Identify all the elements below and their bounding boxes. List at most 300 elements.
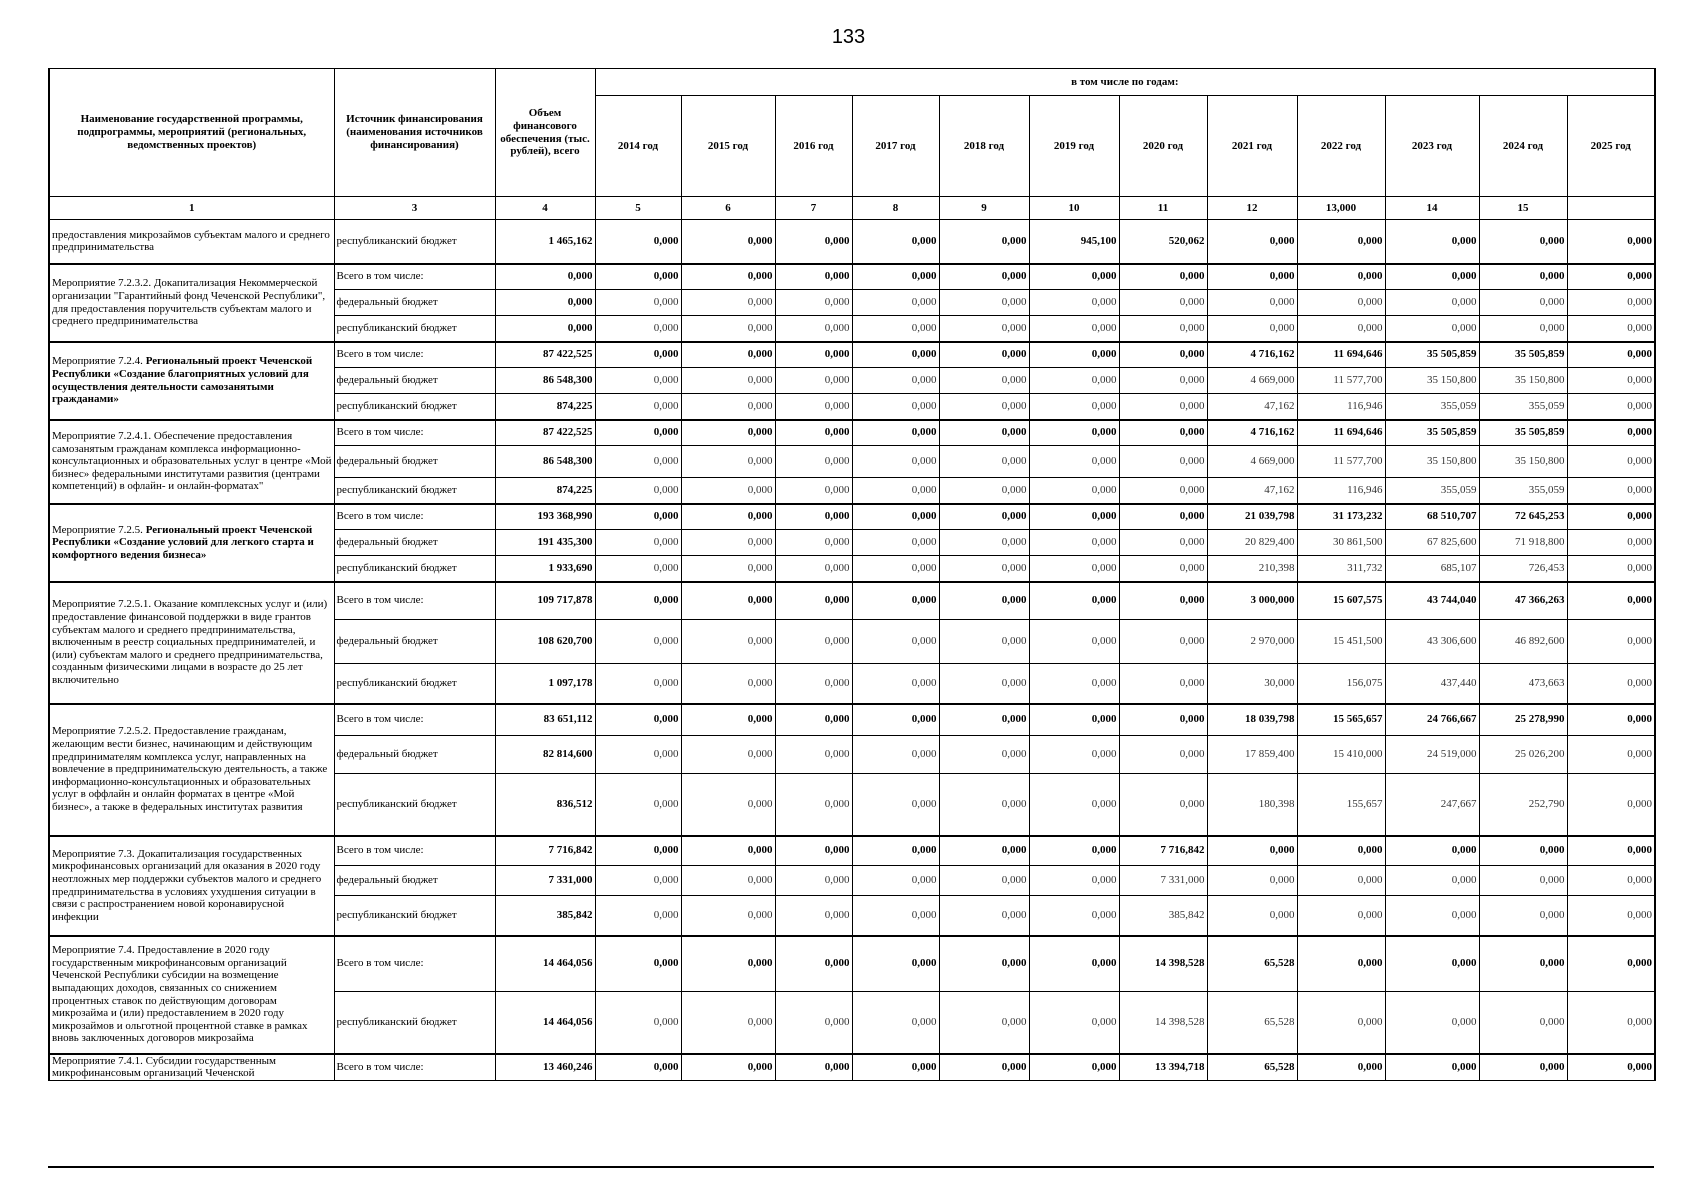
table-row	[49, 582, 1655, 620]
year-amount: 0,000	[939, 774, 1029, 836]
table-row	[49, 836, 1655, 866]
year-amount: 14 398,528	[1119, 992, 1207, 1054]
year-amount: 0,000	[1567, 290, 1655, 316]
year-amount: 0,000	[939, 264, 1029, 290]
year-amount: 0,000	[1029, 394, 1119, 420]
year-amount: 0,000	[1119, 316, 1207, 342]
year-amount: 24 519,000	[1385, 736, 1479, 774]
year-amount: 0,000	[852, 394, 939, 420]
year-amount: 0,000	[1479, 896, 1567, 936]
year-amount: 0,000	[595, 530, 681, 556]
year-amount: 0,000	[1567, 342, 1655, 368]
year-amount: 0,000	[1479, 290, 1567, 316]
year-amount: 0,000	[1567, 664, 1655, 704]
column-number: 14	[1385, 197, 1479, 220]
year-amount: 0,000	[1385, 290, 1479, 316]
header-year: 2021 год	[1207, 96, 1297, 197]
year-amount: 13 394,718	[1119, 1054, 1207, 1081]
year-amount: 0,000	[1567, 446, 1655, 478]
year-amount: 0,000	[1207, 290, 1297, 316]
year-amount: 247,667	[1385, 774, 1479, 836]
year-amount: 0,000	[775, 1054, 852, 1081]
table-row	[49, 936, 1655, 992]
funding-source: Всего в том числе:	[334, 1054, 495, 1081]
year-amount: 65,528	[1207, 936, 1297, 992]
funding-source: федеральный бюджет	[334, 866, 495, 896]
table-bottom-border	[48, 1166, 1654, 1168]
year-amount: 0,000	[939, 704, 1029, 736]
year-amount: 0,000	[852, 530, 939, 556]
year-amount: 0,000	[775, 620, 852, 664]
total-volume: 0,000	[495, 316, 595, 342]
year-amount: 0,000	[1029, 290, 1119, 316]
year-amount: 0,000	[595, 420, 681, 446]
year-amount: 0,000	[1385, 1054, 1479, 1081]
year-amount: 11 577,700	[1297, 446, 1385, 478]
year-amount: 0,000	[1385, 220, 1479, 264]
year-amount: 47,162	[1207, 478, 1297, 504]
funding-source: республиканский бюджет	[334, 896, 495, 936]
total-volume: 193 368,990	[495, 504, 595, 530]
table-body	[49, 220, 1655, 1081]
year-amount: 0,000	[852, 774, 939, 836]
year-amount: 0,000	[939, 394, 1029, 420]
year-amount: 0,000	[775, 774, 852, 836]
total-volume: 86 548,300	[495, 368, 595, 394]
year-amount: 0,000	[1029, 264, 1119, 290]
funding-source: республиканский бюджет	[334, 556, 495, 582]
year-amount: 0,000	[852, 368, 939, 394]
activity-name-text: предоставления микрозаймов субъектам малого и среднего предпринимательства	[52, 228, 330, 254]
column-number: 9	[939, 197, 1029, 220]
column-number: 15	[1479, 197, 1567, 220]
year-amount: 65,528	[1207, 992, 1297, 1054]
year-amount: 0,000	[1119, 478, 1207, 504]
column-number: 1	[49, 197, 334, 220]
year-amount: 0,000	[1297, 866, 1385, 896]
year-amount: 0,000	[1207, 836, 1297, 866]
year-amount: 0,000	[852, 992, 939, 1054]
funding-source: Всего в том числе:	[334, 264, 495, 290]
year-amount: 0,000	[1297, 1054, 1385, 1081]
year-amount: 0,000	[1029, 896, 1119, 936]
year-amount: 31 173,232	[1297, 504, 1385, 530]
activity-name	[49, 582, 334, 704]
year-amount: 116,946	[1297, 478, 1385, 504]
year-amount: 0,000	[775, 736, 852, 774]
year-amount: 68 510,707	[1385, 504, 1479, 530]
year-amount: 473,663	[1479, 664, 1567, 704]
year-amount: 0,000	[775, 530, 852, 556]
funding-source: республиканский бюджет	[334, 316, 495, 342]
year-amount: 0,000	[595, 620, 681, 664]
year-amount: 15 451,500	[1297, 620, 1385, 664]
year-amount: 0,000	[1029, 556, 1119, 582]
year-amount: 0,000	[1119, 394, 1207, 420]
year-amount: 0,000	[1567, 896, 1655, 936]
total-volume: 7 716,842	[495, 836, 595, 866]
header-year: 2014 год	[595, 96, 681, 197]
total-volume: 1 097,178	[495, 664, 595, 704]
year-amount: 0,000	[681, 264, 775, 290]
year-amount: 0,000	[1119, 264, 1207, 290]
total-volume: 83 651,112	[495, 704, 595, 736]
year-amount: 30 861,500	[1297, 530, 1385, 556]
year-amount: 0,000	[1119, 704, 1207, 736]
year-amount: 180,398	[1207, 774, 1297, 836]
page-number: 133	[831, 26, 866, 48]
header-year: 2018 год	[939, 96, 1029, 197]
total-volume: 874,225	[495, 394, 595, 420]
year-amount: 0,000	[681, 530, 775, 556]
year-amount: 0,000	[1385, 896, 1479, 936]
year-amount: 0,000	[1119, 556, 1207, 582]
year-amount: 0,000	[595, 992, 681, 1054]
budget-table	[48, 68, 1656, 1081]
year-amount: 47,162	[1207, 394, 1297, 420]
year-amount: 0,000	[939, 368, 1029, 394]
year-amount: 0,000	[595, 1054, 681, 1081]
year-amount: 0,000	[595, 736, 681, 774]
total-volume: 14 464,056	[495, 992, 595, 1054]
activity-name	[49, 342, 334, 420]
year-amount: 0,000	[595, 368, 681, 394]
year-amount: 14 398,528	[1119, 936, 1207, 992]
year-amount: 0,000	[1385, 316, 1479, 342]
year-amount: 0,000	[1567, 1054, 1655, 1081]
year-amount: 0,000	[595, 556, 681, 582]
year-amount: 0,000	[1297, 992, 1385, 1054]
funding-source: Всего в том числе:	[334, 704, 495, 736]
year-amount: 0,000	[1479, 220, 1567, 264]
year-amount: 35 505,859	[1385, 420, 1479, 446]
table-row	[49, 264, 1655, 290]
year-amount: 311,732	[1297, 556, 1385, 582]
funding-source: Всего в том числе:	[334, 936, 495, 992]
year-amount: 2 970,000	[1207, 620, 1297, 664]
year-amount: 0,000	[939, 736, 1029, 774]
year-amount: 0,000	[1567, 394, 1655, 420]
year-amount: 0,000	[595, 936, 681, 992]
activity-name-text: Мероприятие 7.3. Докапитализация государственных микрофинансовых организаций для оказания в 2020 году неотложных мер поддержки субъектов малого и среднего предпринимательства в условиях ухудшения ситуации в связи с распространением новой коронавирусной инфекции	[52, 847, 322, 923]
year-amount: 43 744,040	[1385, 582, 1479, 620]
year-amount: 0,000	[775, 342, 852, 368]
year-amount: 0,000	[1567, 316, 1655, 342]
year-amount: 0,000	[681, 420, 775, 446]
year-amount: 35 150,800	[1385, 446, 1479, 478]
total-volume: 191 435,300	[495, 530, 595, 556]
year-amount: 0,000	[775, 368, 852, 394]
header-source-column: Источник финансирования (наименования источников финансирования)	[334, 69, 495, 197]
year-amount: 0,000	[1029, 582, 1119, 620]
year-amount: 0,000	[681, 866, 775, 896]
year-amount: 0,000	[852, 866, 939, 896]
activity-name-text: Мероприятие 7.2.3.2. Докапитализация Некоммерческой организации "Гарантийный фонд Чеченской Республики", для предоставления поручительств субъектам малого и среднего предпринимательства	[52, 277, 326, 328]
year-amount: 0,000	[681, 556, 775, 582]
year-amount: 0,000	[1029, 368, 1119, 394]
year-amount: 0,000	[1119, 736, 1207, 774]
table-row	[49, 220, 1655, 264]
year-amount: 0,000	[939, 664, 1029, 704]
year-amount: 0,000	[1567, 866, 1655, 896]
year-amount: 0,000	[1207, 220, 1297, 264]
funding-source: Всего в том числе:	[334, 582, 495, 620]
total-volume: 86 548,300	[495, 446, 595, 478]
year-amount: 0,000	[1297, 316, 1385, 342]
year-amount: 0,000	[852, 290, 939, 316]
year-amount: 0,000	[939, 896, 1029, 936]
year-amount: 0,000	[1029, 992, 1119, 1054]
table-row	[49, 504, 1655, 530]
year-amount: 35 505,859	[1479, 342, 1567, 368]
year-amount: 35 150,800	[1479, 368, 1567, 394]
year-amount: 0,000	[681, 220, 775, 264]
year-amount: 0,000	[681, 582, 775, 620]
year-amount: 15 565,657	[1297, 704, 1385, 736]
year-amount: 0,000	[1119, 664, 1207, 704]
total-volume: 874,225	[495, 478, 595, 504]
year-amount: 72 645,253	[1479, 504, 1567, 530]
year-amount: 0,000	[1029, 774, 1119, 836]
year-amount: 0,000	[939, 1054, 1029, 1081]
activity-name-text: Мероприятие 7.2.4.	[52, 355, 146, 368]
total-volume: 0,000	[495, 290, 595, 316]
funding-source: Всего в том числе:	[334, 504, 495, 530]
year-amount: 35 505,859	[1385, 342, 1479, 368]
year-amount: 0,000	[939, 290, 1029, 316]
year-amount: 0,000	[1029, 936, 1119, 992]
year-amount: 0,000	[1297, 220, 1385, 264]
year-amount: 0,000	[1119, 504, 1207, 530]
activity-name	[49, 220, 334, 264]
year-amount: 0,000	[775, 504, 852, 530]
total-volume: 13 460,246	[495, 1054, 595, 1081]
year-amount: 0,000	[1029, 664, 1119, 704]
year-amount: 0,000	[1029, 866, 1119, 896]
year-amount: 210,398	[1207, 556, 1297, 582]
year-amount: 35 150,800	[1385, 368, 1479, 394]
year-amount: 0,000	[852, 220, 939, 264]
year-amount: 30,000	[1207, 664, 1297, 704]
year-amount: 0,000	[775, 664, 852, 704]
year-amount: 0,000	[1567, 582, 1655, 620]
activity-name	[49, 704, 334, 836]
year-amount: 0,000	[1385, 264, 1479, 290]
table-row	[49, 342, 1655, 368]
year-amount: 0,000	[939, 620, 1029, 664]
year-amount: 0,000	[681, 774, 775, 836]
year-amount: 0,000	[681, 290, 775, 316]
year-amount: 0,000	[939, 478, 1029, 504]
total-volume: 82 814,600	[495, 736, 595, 774]
column-number: 12	[1207, 197, 1297, 220]
year-amount: 355,059	[1385, 478, 1479, 504]
table-row	[49, 704, 1655, 736]
year-amount: 0,000	[852, 1054, 939, 1081]
year-amount: 0,000	[852, 446, 939, 478]
column-number: 13,000	[1297, 197, 1385, 220]
year-amount: 0,000	[775, 316, 852, 342]
year-amount: 0,000	[1029, 420, 1119, 446]
year-amount: 0,000	[1029, 316, 1119, 342]
year-amount: 0,000	[681, 446, 775, 478]
year-amount: 0,000	[939, 866, 1029, 896]
year-amount: 0,000	[681, 992, 775, 1054]
activity-name-bold-text: Региональный проект Чеченской Республики «Создание благоприятных условий для осуществления деятельности самозанятыми гражданами»	[52, 355, 313, 406]
year-amount: 43 306,600	[1385, 620, 1479, 664]
year-amount: 0,000	[595, 478, 681, 504]
year-amount: 71 918,800	[1479, 530, 1567, 556]
funding-source: федеральный бюджет	[334, 736, 495, 774]
funding-source: федеральный бюджет	[334, 368, 495, 394]
year-amount: 0,000	[1567, 620, 1655, 664]
year-amount: 0,000	[595, 896, 681, 936]
year-amount: 0,000	[939, 420, 1029, 446]
total-volume: 0,000	[495, 264, 595, 290]
activity-name	[49, 504, 334, 582]
year-amount: 0,000	[852, 264, 939, 290]
year-amount: 0,000	[681, 342, 775, 368]
activity-name-text: Мероприятие 7.4.1. Субсидии государственным микрофинансовым организаций Чеченской	[52, 1054, 276, 1080]
year-amount: 0,000	[939, 556, 1029, 582]
year-amount: 0,000	[1119, 774, 1207, 836]
year-amount: 355,059	[1479, 394, 1567, 420]
year-amount: 0,000	[1479, 836, 1567, 866]
year-amount: 0,000	[1207, 316, 1297, 342]
year-amount: 0,000	[775, 420, 852, 446]
funding-source: республиканский бюджет	[334, 394, 495, 420]
year-amount: 0,000	[681, 704, 775, 736]
year-amount: 0,000	[775, 556, 852, 582]
year-amount: 4 669,000	[1207, 368, 1297, 394]
funding-source: Всего в том числе:	[334, 420, 495, 446]
year-amount: 0,000	[1207, 896, 1297, 936]
year-amount: 0,000	[852, 504, 939, 530]
year-amount: 0,000	[775, 866, 852, 896]
year-amount: 0,000	[775, 290, 852, 316]
year-amount: 46 892,600	[1479, 620, 1567, 664]
year-amount: 0,000	[681, 368, 775, 394]
year-amount: 11 694,646	[1297, 342, 1385, 368]
year-amount: 945,100	[1029, 220, 1119, 264]
year-amount: 0,000	[1297, 290, 1385, 316]
year-amount: 0,000	[1119, 368, 1207, 394]
total-volume: 109 717,878	[495, 582, 595, 620]
year-amount: 0,000	[1119, 530, 1207, 556]
year-amount: 355,059	[1479, 478, 1567, 504]
year-amount: 0,000	[852, 664, 939, 704]
table-header	[49, 69, 1655, 220]
year-amount: 0,000	[852, 478, 939, 504]
year-amount: 0,000	[775, 896, 852, 936]
column-number: 10	[1029, 197, 1119, 220]
year-amount: 0,000	[1567, 420, 1655, 446]
total-volume: 87 422,525	[495, 342, 595, 368]
activity-name-bold-text: Региональный проект Чеченской Республики «Создание условий для легкого старта и комфортного ведения бизнеса»	[52, 523, 314, 561]
year-amount: 0,000	[595, 342, 681, 368]
column-number: 3	[334, 197, 495, 220]
year-amount: 0,000	[681, 836, 775, 866]
activity-name-text: Мероприятие 7.2.4.1. Обеспечение предоставления самозанятым гражданам комплекса информационно-консультационных и образовательных услуг в центре «Мой бизнес» федеральными институтами развития (центрами компетенций) в офлайн- и онлайн-форматах"	[52, 429, 332, 493]
year-amount: 0,000	[939, 530, 1029, 556]
year-amount: 0,000	[1029, 620, 1119, 664]
year-amount: 0,000	[1119, 290, 1207, 316]
year-amount: 0,000	[1029, 478, 1119, 504]
activity-name-text: Мероприятие 7.2.5.1. Оказание комплексных услуг и (или) предоставление финансовой поддержки в виде грантов субъектам малого и среднего предпринимательства, включенным в реестр социальных предпринимателей, и (или) субъектам малого и среднего предпринимательства, созданным физическими лицами в возрасте до 25 лет включительно	[52, 598, 328, 687]
year-amount: 0,000	[1479, 264, 1567, 290]
activity-name	[49, 836, 334, 936]
year-amount: 0,000	[1297, 936, 1385, 992]
year-amount: 47 366,263	[1479, 582, 1567, 620]
year-amount: 0,000	[595, 446, 681, 478]
year-amount: 0,000	[681, 394, 775, 420]
table-row	[49, 1054, 1655, 1081]
year-amount: 0,000	[681, 736, 775, 774]
year-amount: 18 039,798	[1207, 704, 1297, 736]
year-amount: 0,000	[1567, 220, 1655, 264]
total-volume: 14 464,056	[495, 936, 595, 992]
year-amount: 0,000	[939, 836, 1029, 866]
year-amount: 0,000	[1119, 582, 1207, 620]
year-amount: 0,000	[1029, 446, 1119, 478]
year-amount: 0,000	[775, 992, 852, 1054]
activity-name	[49, 936, 334, 1054]
year-amount: 0,000	[939, 936, 1029, 992]
year-amount: 0,000	[852, 704, 939, 736]
total-volume: 87 422,525	[495, 420, 595, 446]
year-amount: 116,946	[1297, 394, 1385, 420]
year-amount: 0,000	[939, 316, 1029, 342]
year-amount: 0,000	[939, 446, 1029, 478]
year-amount: 155,657	[1297, 774, 1385, 836]
year-amount: 3 000,000	[1207, 582, 1297, 620]
year-amount: 0,000	[939, 342, 1029, 368]
year-amount: 0,000	[1297, 896, 1385, 936]
year-amount: 252,790	[1479, 774, 1567, 836]
total-volume: 836,512	[495, 774, 595, 836]
year-amount: 0,000	[1207, 264, 1297, 290]
year-amount: 0,000	[775, 478, 852, 504]
year-amount: 0,000	[1567, 556, 1655, 582]
year-amount: 0,000	[595, 664, 681, 704]
year-amount: 11 577,700	[1297, 368, 1385, 394]
year-amount: 0,000	[1567, 264, 1655, 290]
year-amount: 35 505,859	[1479, 420, 1567, 446]
funding-source: Всего в том числе:	[334, 836, 495, 866]
year-amount: 0,000	[595, 582, 681, 620]
year-amount: 0,000	[1119, 446, 1207, 478]
year-amount: 0,000	[852, 736, 939, 774]
header-year: 2016 год	[775, 96, 852, 197]
year-amount: 0,000	[1119, 620, 1207, 664]
year-amount: 0,000	[595, 220, 681, 264]
year-amount: 0,000	[681, 620, 775, 664]
column-number	[1567, 197, 1655, 220]
year-amount: 0,000	[1385, 936, 1479, 992]
year-amount: 0,000	[775, 394, 852, 420]
year-amount: 0,000	[775, 220, 852, 264]
activity-name-text: Мероприятие 7.2.5.	[52, 523, 146, 536]
year-amount: 0,000	[1029, 1054, 1119, 1081]
year-amount: 0,000	[1297, 264, 1385, 290]
year-amount: 0,000	[1029, 836, 1119, 866]
year-amount: 0,000	[1567, 992, 1655, 1054]
year-amount: 0,000	[1385, 836, 1479, 866]
year-amount: 0,000	[681, 478, 775, 504]
year-amount: 0,000	[1029, 530, 1119, 556]
page-bottom-mask	[48, 1166, 1654, 1200]
year-amount: 7 331,000	[1119, 866, 1207, 896]
